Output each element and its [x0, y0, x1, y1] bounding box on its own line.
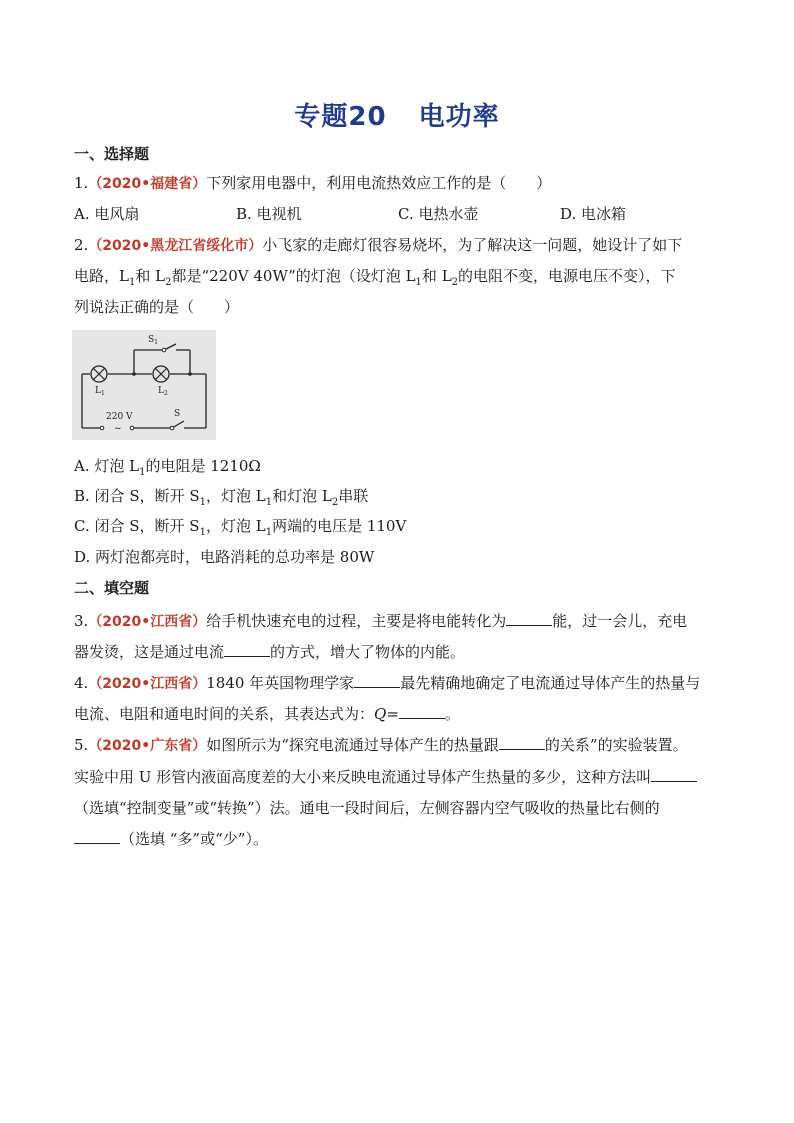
answer-blank — [506, 611, 552, 626]
question-5: 5.（2020•广东省）如图所示为“探究电流通过导体产生的热量跟 的关系”的实验装置。 — [74, 736, 688, 754]
svg-text:220 V: 220 V — [106, 412, 133, 422]
lamp-l2 — [153, 366, 169, 382]
section-fill: 二、填空题 — [74, 579, 150, 597]
page-title — [0, 96, 794, 133]
option-d: D. 电冰箱 — [560, 205, 627, 223]
title-main: 专题20 — [294, 102, 387, 132]
answer-blank — [74, 829, 120, 844]
question-3: 3.（2020•江西省）给手机快速充电的过程，主要是将电能转化为 能，过一会儿，充电 — [74, 612, 688, 630]
answer-blank — [499, 735, 545, 750]
question-5-line-2: 实验中用 U 形管内液面高度差的大小来反映电流通过导体产生热量的多少，这种方法叫 — [74, 767, 697, 787]
question-source: （2020•福建省） — [88, 176, 207, 192]
circuit-diagram — [72, 330, 216, 440]
section-choice: 一、选择题 — [74, 145, 150, 163]
option-b: B. 电视机 — [236, 205, 302, 223]
question-2-line-3: 列说法正确的是（ ） — [74, 298, 240, 316]
svg-text:L2: $L_2$ — [158, 386, 168, 397]
question-2-option-a: A. 灯泡 $L_1$的电阻是 1210Ω — [74, 457, 261, 478]
question-source: （2020•江西省） — [88, 676, 207, 692]
question-1: 1.（2020•福建省）下列家用电器中，利用电流热效应工作的是（ ） — [74, 174, 552, 192]
answer-blank — [354, 673, 400, 688]
option-c: C. 电热水壶 — [398, 205, 479, 223]
answer-blank — [224, 642, 270, 657]
question-2: 2.（2020•黑龙江省绥化市）小飞家的走廊灯很容易烧坏，为了解决这一问题，她设计了如下 — [74, 236, 683, 254]
svg-text:L1: $L_1$ — [95, 386, 105, 397]
question-5-line-4: （选填 “多”或“少”）。 — [74, 829, 268, 849]
answer-blank — [651, 767, 697, 782]
question-2-line-2: 电路，$L_1$和 $L_2$都是“220V 40W”的灯泡（设灯泡 $L_1$和 $L_2$的电阻不变，电源电压不变），下 — [74, 267, 676, 288]
question-4: 4.（2020•江西省）1840 年英国物理学家 最先精确地确定了电流通过导体产生的热量与 — [74, 674, 701, 692]
circuit-svg — [72, 330, 216, 440]
question-source: （2020•广东省） — [88, 738, 207, 754]
question-2-option-d: D. 两灯泡都亮时，电路消耗的总功率是 80W — [74, 548, 375, 566]
question-3-line-2: 器发烫，这是通过电流 的方式，增大了物体的内能。 — [74, 643, 466, 661]
question-source: （2020•江西省） — [88, 614, 207, 630]
question-source: （2020•黑龙江省绥化市） — [88, 238, 263, 254]
answer-blank — [399, 704, 445, 719]
title-sub: 电功率 — [418, 102, 500, 132]
question-1-options — [74, 204, 626, 224]
option-a: A. 电风扇 — [74, 205, 140, 223]
question-2-option-c: C. 闭合 S，断开 $S_1$，灯泡 $L_1$两端的电压是 110V — [74, 517, 407, 538]
lamp-l1 — [91, 366, 107, 382]
question-4-line-2: 电流、电阻和通电时间的关系，其表达式为：Q= 。 — [74, 705, 460, 723]
question-5-line-3: （选填“控制变量”或“转换”）法。通电一段时间后，左侧容器内空气吸收的热量比右侧的 — [74, 799, 660, 817]
svg-text:S1: $S_1$ — [148, 335, 158, 346]
question-2-option-b: B. 闭合 S，断开 $S_1$，灯泡 $L_1$和灯泡 $L_2$串联 — [74, 487, 369, 508]
svg-text:S: S — [174, 409, 181, 419]
svg-text:~: ~ — [114, 424, 122, 434]
